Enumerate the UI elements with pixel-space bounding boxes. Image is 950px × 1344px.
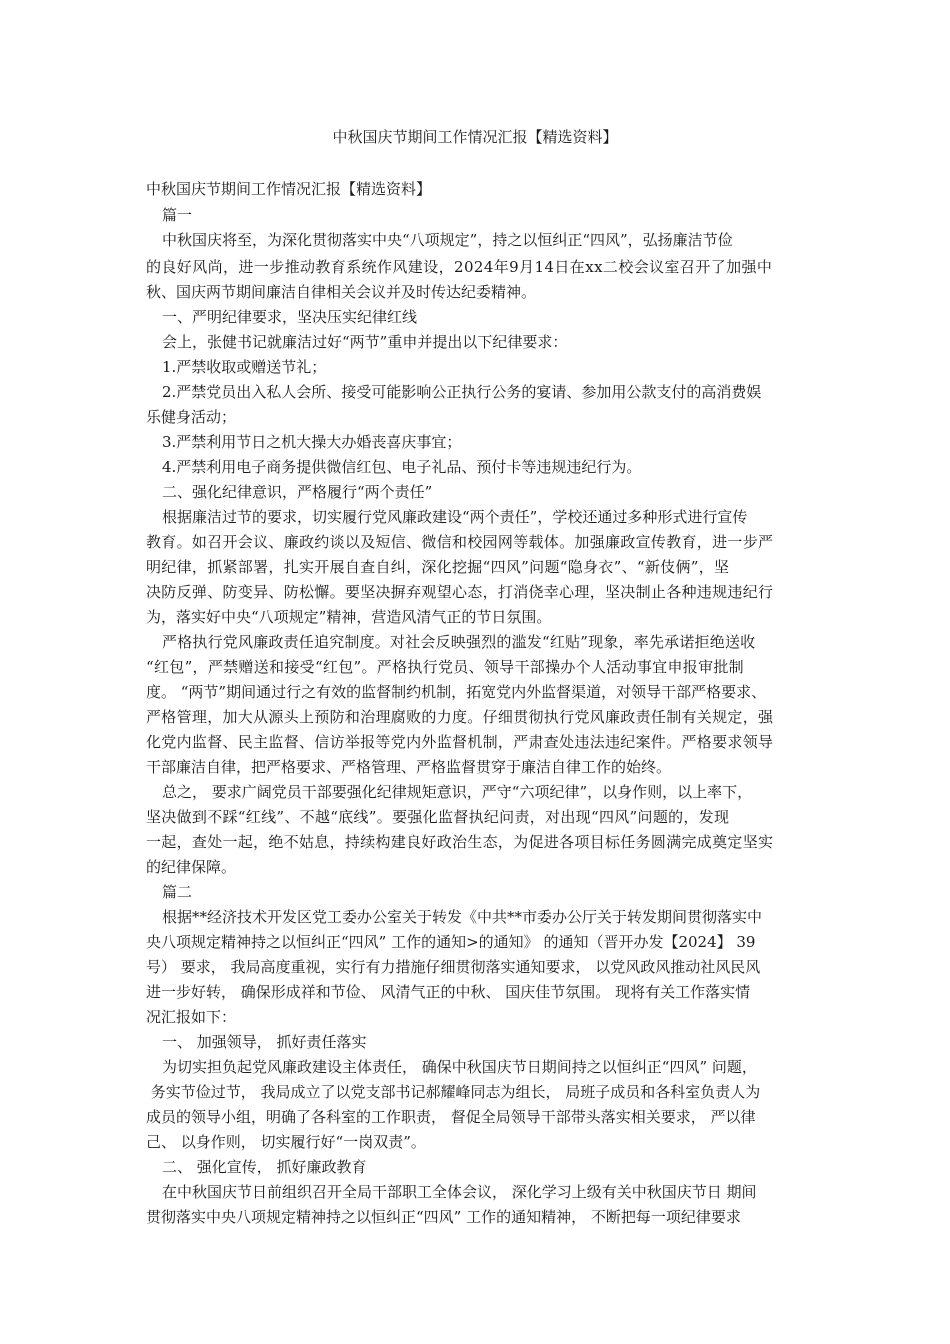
document-title: 中秋国庆节期间工作情况汇报【精选资料】 (332, 128, 618, 146)
text-line: 进一步好转， 确保形成祥和节俭、 风清气正的中秋、 国庆佳节氛围。 现将有关工作落实情 (146, 983, 751, 1001)
text-line: 1.严禁收取或赠送节礼； (162, 358, 327, 376)
text-line: 教育。如召开会议、廉政约谈以及短信、微信和校园网等载体。加强廉政宣传教育，进一步严 (146, 533, 774, 551)
text-line: 央八项规定精神持之以恒纠正“四风” 工作的通知>的通知》 的通知（晋开办发【2024】 39 (146, 933, 756, 951)
text-line: 一、 加强领导， 抓好责任落实 (162, 1033, 367, 1051)
text-line: 为切实担负起党风廉政建设主体责任， 确保中秋国庆节日期间持之以恒纠正“四风” 问题， (162, 1058, 757, 1076)
text-line: “红包”，严禁赠送和接受“红包”。严格执行党员、领导干部操办个人活动事宜申报审批制 (146, 658, 744, 676)
text-line: 明纪律，抓紧部署，扎实开展自查自纠，深化挖掘“四风”问题“隐身衣”、“新伎俩”，坚 (146, 558, 730, 576)
text-line: 中秋国庆将至，为深化贯彻落实中央“八项规定”，持之以恒纠正“四风”，弘扬廉洁节俭 (162, 231, 733, 249)
text-line: 根据**经济技术开发区党工委办公室关于转发《中共**市委办公厅关于转发期间贯彻落实中 (162, 908, 763, 926)
text-line: 号） 要求， 我局高度重视，实行有力措施仔细贯彻落实通知要求， 以党风政风推动社风民风 (146, 958, 761, 976)
text-line: 况汇报如下： (146, 1008, 237, 1026)
text-line: 度。 “两节”期间通过行之有效的监督制约机制，拓宽党内外监督渠道，对领导干部严格要求、 (146, 683, 767, 701)
text-line: 己、 以身作则， 切实履行好“一岗双责”。 (146, 1133, 426, 1151)
text-line: 严格管理，加大从源头上预防和治理腐败的力度。仔细贯彻执行党风廉政责任制有关规定，强 (146, 708, 774, 726)
text-line: 会上，张健书记就廉洁过好“两节”重申并提出以下纪律要求： (162, 333, 568, 351)
text-line: 贯彻落实中央八项规定精神持之以恒纠正“四风” 工作的通知精神， 不断把每一项纪律要求 (146, 1208, 741, 1226)
text-line: 坚决做到不踩“红线”、不越“底线”。要强化监督执纪问责，对出现“四风”问题的，发现 (146, 808, 730, 826)
text-line: 乐健身活动； (146, 408, 237, 426)
text-line: 中秋国庆节期间工作情况汇报【精选资料】 (146, 180, 432, 198)
text-line: 二、强化纪律意识，严格履行“两个责任” (162, 483, 433, 501)
text-line: 的纪律保障。 (146, 858, 237, 876)
text-line: 一起，查处一起，绝不姑息，持续构建良好政治生态，为促进各项目标任务圆满完成奠定坚实 (146, 833, 774, 851)
text-line: 2.严禁党员出入私人会所、接受可能影响公正执行公务的宴请、参加用公款支付的高消费娱 (162, 383, 762, 401)
text-line: 根据廉洁过节的要求，切实履行党风廉政建设“两个责任”，学校还通过多种形式进行宣传 (162, 508, 748, 526)
text-line: 一、严明纪律要求，坚决压实纪律红线 (162, 308, 418, 326)
text-line: 篇一 (162, 206, 193, 224)
text-line: 3.严禁利用节日之机大操大办婚丧喜庆事宜； (162, 433, 462, 451)
text-line: 成员的领导小组，明确了各科室的工作职责， 督促全局领导干部带头落实相关要求， 严以律 (146, 1108, 756, 1126)
text-line: 在中秋国庆节日前组织召开全局干部职工全体会议， 深化学习上级有关中秋国庆节日 期间 (162, 1183, 757, 1201)
text-line: 的良好风尚，进一步推动教育系统作风建设，2024年9月14日在xx二校会议室召开了加强中 (146, 258, 773, 276)
text-line: 决防反弹、防变异、防松懈。要坚决摒弃观望心态，打消侥幸心理，坚决制止各种违规违纪行 (146, 583, 774, 601)
text-line: 4.严禁利用电子商务提供微信红包、电子礼品、预付卡等违规违纪行为。 (162, 458, 642, 476)
text-line: 严格执行党风廉政责任追究制度。对社会反映强烈的滥发“红贴”现象，率先承诺拒绝送收 (162, 633, 756, 651)
text-line: 务实节俭过节， 我局成立了以党支部书记郝耀峰同志为组长， 局班子成员和各科室负责人为 (146, 1083, 761, 1101)
text-line: 干部廉洁自律，把严格要求、严格管理、严格监督贯穿于廉洁自律工作的始终。 (146, 758, 672, 776)
text-line: 秋、国庆两节期间廉洁自律相关会议并及时传达纪委精神。 (146, 283, 537, 301)
text-line: 篇二 (162, 883, 193, 901)
text-line: 为，落实好中央“八项规定”精神，营造风清气正的节日氛围。 (146, 608, 552, 626)
text-line: 总之， 要求广阔党员干部要强化纪律规矩意识，严守“六项纪律”，以身作则，以上率下， (162, 783, 753, 801)
text-line: 二、 强化宣传， 抓好廉政教育 (162, 1158, 367, 1176)
text-line: 化党内监督、民主监督、信访举报等党内外监督机制，严肃查处违法违纪案件。严格要求领导 (146, 733, 774, 751)
